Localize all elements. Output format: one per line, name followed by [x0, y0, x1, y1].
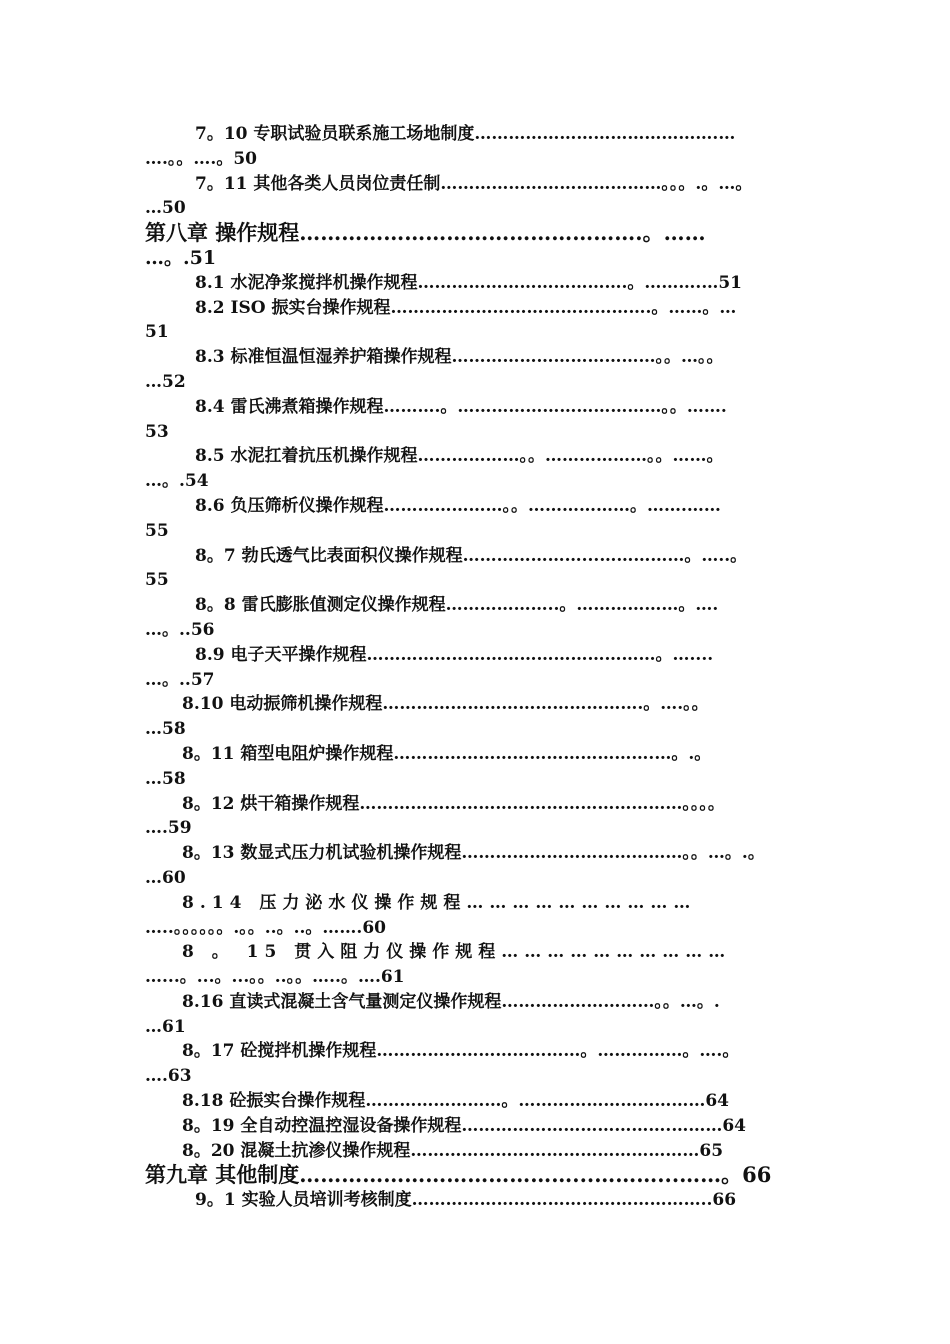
- toc-entry-text: 8.4 雷氏沸煮箱操作规程……….。………………………………。。…….: [195, 396, 727, 417]
- toc-entry-page: …50: [145, 198, 186, 219]
- toc-entry[interactable]: [145, 742, 810, 792]
- toc-entry[interactable]: [145, 444, 810, 494]
- toc-entry-page: …。.54: [145, 471, 209, 492]
- toc-entry-text: 8.9 电子天平操作规程……………………………………………。…....: [195, 644, 714, 665]
- toc-entry[interactable]: [145, 494, 810, 544]
- toc-entry[interactable]: [145, 990, 810, 1040]
- toc-entry-page: 55: [145, 570, 169, 591]
- toc-entry-text: 8.3 标准恒温恒湿养护箱操作规程………………………………。。…。。: [195, 347, 724, 368]
- toc-entry-text: 7。11 其他各类人员岗位责任制…………………………………。。。.。…。: [195, 173, 753, 194]
- toc-entry-page: 51: [145, 322, 169, 343]
- toc-entry[interactable]: [145, 940, 810, 990]
- toc-entry-text: 8.2 ISO 振实台操作规程……………………………………….。……。…: [195, 297, 737, 318]
- toc-entry-page: …..。。。。。。.。。..。..。…….60: [145, 917, 387, 938]
- toc-entry-text: 8.14 压力泌水仪操作规程…………………………: [182, 892, 697, 913]
- toc-entry-text: 8。8 雷氏膨胀值测定仪操作规程………………..。………………。….: [195, 595, 719, 616]
- toc-entry-page: ….59: [145, 818, 192, 839]
- toc-entry-text: 8。17 砼搅拌机操作规程………………………………。……………。….。: [182, 1041, 740, 1062]
- toc-entry-page: ….63: [145, 1066, 192, 1087]
- toc-entry-page: …61: [145, 1016, 186, 1037]
- toc-entry-text: 8。13 数显式压力机试验机操作规程…………………………………。。…。.。: [182, 843, 765, 864]
- toc-entry[interactable]: [145, 1188, 810, 1213]
- toc-entry[interactable]: [145, 172, 810, 222]
- toc-chapter[interactable]: [145, 1163, 810, 1188]
- toc-entry-text: 8。12 烘干箱操作规程…………………………………………………。。。。: [182, 793, 725, 814]
- toc-entry-page: …58: [145, 719, 186, 740]
- toc-entry-text: 8。11 箱型电阻炉操作规程……………………………………….…。.。: [182, 743, 712, 764]
- toc-entry[interactable]: [145, 345, 810, 395]
- toc-entry-page: …...。...。...。。..。。…..。….61: [145, 967, 405, 988]
- toc-entry[interactable]: [145, 692, 810, 742]
- toc-entry-text: 9。1 实验人员培训考核制度……………………………………………..66: [195, 1190, 737, 1211]
- toc-entry-text: 8。19 全自动控温控湿设备操作规程……………………………….………64: [182, 1115, 746, 1136]
- toc-entry-text: 8.18 砼振实台操作规程……………………。……………………………64: [182, 1091, 729, 1112]
- toc-entry[interactable]: [145, 891, 810, 941]
- toc-entry-page: …52: [145, 371, 186, 392]
- toc-entry-page: 55: [145, 520, 169, 541]
- toc-entry[interactable]: [145, 1089, 810, 1114]
- toc-entry-page: …。..56: [145, 619, 215, 640]
- toc-entry[interactable]: [145, 1039, 810, 1089]
- toc-chapter-text: 第九章 其他制度…………………………………...………...……。66: [145, 1163, 772, 1188]
- toc-chapter-text: 第八章 操作规程………………………………………….。……: [145, 221, 706, 246]
- toc-entry-text: 8。20 混凝土抗渗仪操作规程……………………………………………65: [182, 1140, 724, 1161]
- toc-entry[interactable]: [145, 841, 810, 891]
- toc-entry-text: 7。10 专职试验员联系施工场地制度…………………………………….…: [195, 124, 736, 144]
- toc-entry-page: …60: [145, 867, 186, 888]
- toc-entry-text: 8.16 直读式混凝土含气量测定仪操作规程………………………。。…。.: [182, 991, 720, 1012]
- toc-chapter-page: …。.51: [145, 246, 217, 269]
- toc-entry-text: 8.5 水泥扛着抗压机操作规程………………。。………………。。……。: [195, 446, 724, 467]
- toc-entry-page: …。..57: [145, 669, 215, 690]
- table-of-contents: [145, 122, 810, 1213]
- toc-entry[interactable]: [145, 395, 810, 445]
- toc-entry[interactable]: [145, 271, 810, 296]
- toc-entry-text: 8.1 水泥净浆搅拌机操作规程……………………………….。……….…51: [195, 272, 742, 293]
- toc-entry[interactable]: [145, 792, 810, 842]
- toc-entry[interactable]: [145, 296, 810, 346]
- toc-entry-text: 8 。 15 贯入阻力仪操作规程…………………………: [182, 942, 732, 963]
- toc-entry-text: 8。7 勃氏透气比表面积仪操作规程…………………...……………。…..。: [195, 545, 748, 566]
- toc-entry-text: 8.10 电动振筛机操作规程……………………………………….。….。。: [182, 694, 709, 715]
- toc-entry[interactable]: [145, 544, 810, 594]
- toc-entry[interactable]: [145, 122, 810, 172]
- toc-entry-page: 53: [145, 421, 169, 442]
- toc-entry-page: …58: [145, 768, 186, 789]
- toc-entry-text: 8.6 负压筛析仪操作规程…………………。。………………。…….……: [195, 495, 721, 516]
- toc-entry-page: ….。。….。50: [145, 148, 257, 169]
- toc-entry[interactable]: [145, 593, 810, 643]
- toc-entry[interactable]: [145, 1139, 810, 1164]
- toc-entry[interactable]: [145, 643, 810, 693]
- toc-chapter[interactable]: [145, 221, 810, 271]
- toc-entry[interactable]: [145, 1114, 810, 1139]
